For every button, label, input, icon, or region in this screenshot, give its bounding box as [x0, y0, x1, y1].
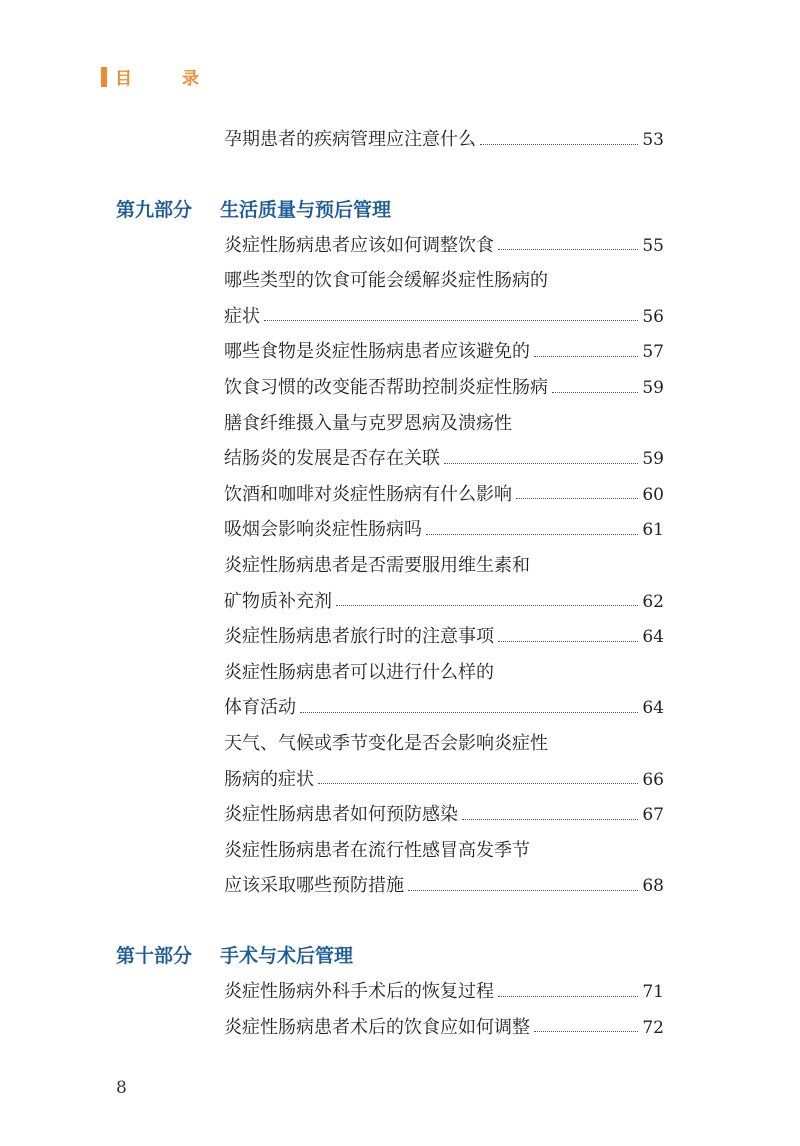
section-part-label: 第十部分 [116, 945, 193, 967]
toc-header-title: 目 录 [115, 69, 221, 89]
dot-leader [516, 498, 638, 499]
toc-entry-line [224, 339, 664, 365]
toc-page-number: 55 [642, 235, 664, 256]
toc-entry-title: 矿物质补充剂 [224, 590, 332, 612]
dot-leader [318, 783, 638, 784]
page-number: 8 [116, 1078, 127, 1098]
toc-entry-line [224, 731, 664, 757]
header-accent-bar [101, 67, 107, 87]
dot-leader [534, 1031, 638, 1032]
toc-entry-title: 饮食习惯的改变能否帮助控制炎症性肠病 [224, 377, 548, 398]
section-title: 生活质量与预后管理 [220, 198, 392, 221]
toc-entry-line [224, 553, 664, 579]
dot-leader [480, 144, 638, 145]
dot-leader [498, 996, 638, 997]
toc-page-number: 59 [642, 378, 664, 398]
toc-entry-line [224, 767, 664, 793]
toc-entry-title: 炎症性肠病患者在流行性感冒高发季节 [224, 839, 530, 861]
toc-entry-title: 炎症性肠病患者旅行时的注意事项 [224, 626, 494, 648]
toc-page-number: 53 [642, 130, 664, 150]
toc-page-number: 61 [642, 520, 664, 541]
dot-leader [498, 249, 638, 250]
toc-page-number: 71 [642, 982, 664, 1002]
toc-entry-line [224, 979, 664, 1005]
toc-page-number: 57 [642, 342, 664, 363]
toc-entry-title: 炎症性肠病外科手术后的恢复过程 [224, 981, 494, 1002]
toc-entry-title: 炎症性肠病患者应该如何调整饮食 [224, 234, 494, 256]
toc-page-number: 68 [642, 876, 664, 897]
dot-leader [534, 356, 638, 357]
toc-entry-title: 炎症性肠病患者是否需要服用维生素和 [224, 555, 530, 576]
toc-page-number: 67 [642, 805, 664, 826]
toc-entry-line [224, 268, 664, 294]
toc-entry-line [224, 446, 664, 472]
toc-entry-title: 哪些类型的饮食可能会缓解炎症性肠病的 [224, 270, 548, 292]
toc-entry-line [224, 1015, 664, 1041]
toc-entry-title: 炎症性肠病患者可以进行什么样的 [224, 661, 494, 683]
toc-entry-title: 结肠炎的发展是否存在关联 [224, 448, 440, 470]
section-heading [116, 941, 353, 968]
dot-leader [264, 320, 638, 321]
toc-page-number: 62 [642, 591, 664, 612]
toc-entry-line [224, 802, 664, 828]
dot-leader [426, 534, 638, 535]
dot-leader [300, 712, 638, 713]
toc-page-number: 64 [642, 627, 664, 648]
toc-entry-line [224, 375, 664, 401]
toc-entry-line [224, 695, 664, 721]
toc-entry-title: 吸烟会影响炎症性肠病吗 [224, 519, 422, 541]
toc-page-number: 64 [642, 698, 664, 719]
toc-entry-title: 饮酒和咖啡对炎症性肠病有什么影响 [224, 483, 512, 505]
toc-entry-title: 应该采取哪些预防措施 [224, 875, 404, 897]
toc-entry-line [224, 127, 664, 153]
toc-entry-title: 症状 [224, 305, 260, 327]
dot-leader [498, 641, 638, 642]
toc-entry-title: 肠病的症状 [224, 768, 314, 790]
dot-leader [408, 890, 638, 891]
toc-page-number: 59 [642, 449, 664, 470]
dot-leader [444, 463, 638, 464]
toc-entry-title: 孕期患者的疾病管理应注意什么 [224, 129, 476, 150]
toc-page-number: 66 [642, 769, 664, 790]
toc-entry-line [224, 873, 664, 899]
toc-entry-title: 炎症性肠病患者如何预防感染 [224, 804, 458, 826]
toc-entry-line [224, 233, 664, 259]
toc-page-number: 60 [642, 484, 664, 505]
toc-page-number: 72 [642, 1017, 664, 1038]
toc-entry-line [224, 517, 664, 543]
toc-entry-title: 天气、气候或季节变化是否会影响炎症性 [224, 733, 548, 754]
toc-entry-title: 炎症性肠病患者术后的饮食应如何调整 [224, 1016, 530, 1038]
dot-leader [552, 392, 638, 393]
toc-entry-line [224, 838, 664, 864]
section-heading [116, 195, 391, 222]
toc-entry-line [224, 589, 664, 615]
dot-leader [336, 605, 638, 606]
dot-leader [462, 819, 638, 820]
toc-entry-title: 哪些食物是炎症性肠病患者应该避免的 [224, 341, 530, 363]
toc-entry-line [224, 482, 664, 508]
section-title: 手术与术后管理 [220, 945, 354, 967]
toc-entry-line [224, 660, 664, 686]
toc-entry-line [224, 411, 664, 437]
section-part-label: 第九部分 [116, 198, 193, 221]
toc-page-number: 56 [642, 306, 664, 327]
toc-entry-title: 体育活动 [224, 697, 296, 719]
toc-header [101, 64, 221, 89]
toc-entry-line [224, 304, 664, 330]
toc-entry-title: 膳食纤维摄入量与克罗恩病及溃疡性 [224, 412, 512, 434]
toc-entry-line [224, 624, 664, 650]
